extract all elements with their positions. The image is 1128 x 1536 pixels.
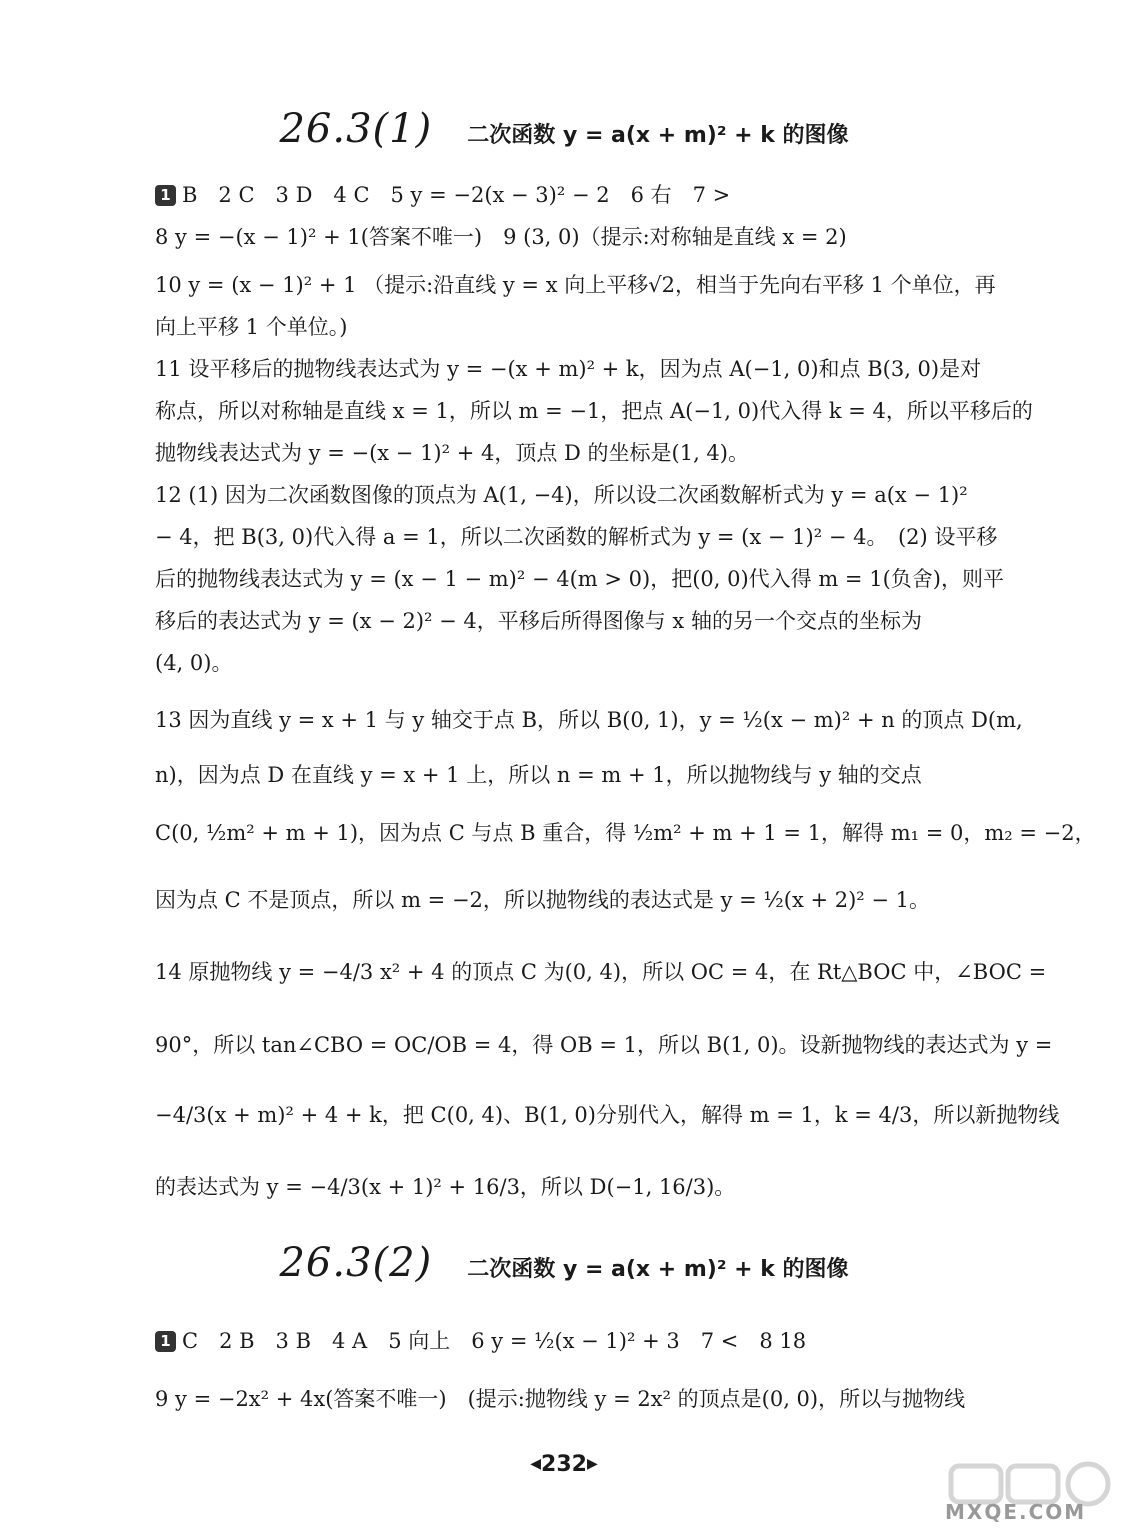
section-heading-2 — [0, 1240, 1128, 1286]
answer-line: 90°，所以 tan∠CBO = OC/OB = 4，得 OB = 1，所以 B(1, 0)。设新抛物线的表达式为 y = — [155, 1033, 1053, 1057]
answer-line: 10 y = (x − 1)² + 1 （提示:沿直线 y = x 向上平移√2，相当于先向右平移 1 个单位，再 — [155, 273, 996, 297]
left-triangle-icon: ◀ — [530, 1456, 542, 1472]
answer-text: B 2 C 3 D 4 C 5 y = −2(x − 3)² − 2 6 右 7 > — [182, 183, 731, 207]
answer-line: − 4，把 B(3, 0)代入得 a = 1，所以二次函数的解析式为 y = (x − 1)² − 4。 (2) 设平移 — [155, 525, 998, 549]
answer-line: 14 原抛物线 y = −4/3 x² + 4 的顶点 C 为(0, 4)，所以 OC = 4，在 Rt△BOC 中，∠BOC = — [155, 960, 1047, 984]
answer-line: n)，因为点 D 在直线 y = x + 1 上，所以 n = m + 1，所以抛物线与 y 轴的交点 — [155, 763, 922, 787]
answer-line: 移后的表达式为 y = (x − 2)² − 4，平移后所得图像与 x 轴的另一个交点的坐标为 — [155, 609, 922, 633]
answer-line: 13 因为直线 y = x + 1 与 y 轴交于点 B，所以 B(0, 1)，y = ½(x − m)² + n 的顶点 D(m, — [155, 708, 1023, 732]
answer-line: 的表达式为 y = −4/3(x + 1)² + 16/3，所以 D(−1, 16/3)。 — [155, 1175, 736, 1199]
right-triangle-icon: ▶ — [586, 1456, 598, 1472]
section-title-1: 二次函数 y = a(x + m)² + k 的图像 — [467, 123, 849, 148]
section-number-1: 26.3(1) — [279, 106, 433, 152]
question-badge-1: 1 — [155, 185, 176, 206]
answer-line: 称点，所以对称轴是直线 x = 1，所以 m = −1，把点 A(−1, 0)代入得 k = 4，所以平移后的 — [155, 399, 1033, 423]
answer-line: C(0, ½m² + m + 1)，因为点 C 与点 B 重合，得 ½m² + m + 1 = 1，解得 m₁ = 0，m₂ = −2， — [155, 821, 1096, 845]
watermark-text: MXQE.COM — [945, 1500, 1087, 1524]
answer-line: 8 y = −(x − 1)² + 1(答案不唯一) 9 (3, 0)（提示:对称轴是直线 x = 2) — [155, 225, 847, 249]
section-heading-1 — [0, 106, 1128, 152]
section-title-2: 二次函数 y = a(x + m)² + k 的图像 — [467, 1257, 849, 1282]
answer-line: (4, 0)。 — [155, 651, 233, 675]
answer-line: −4/3(x + m)² + 4 + k，把 C(0, 4)、B(1, 0)分别代入，解得 m = 1，k = 4/3，所以新抛物线 — [155, 1103, 1060, 1127]
page-number: ◀232▶ — [530, 1452, 598, 1477]
answer-line: 抛物线表达式为 y = −(x − 1)² + 4，顶点 D 的坐标是(1, 4)。 — [155, 441, 749, 465]
answer-line: 12 (1) 因为二次函数图像的顶点为 A(1, −4)，所以设二次函数解析式为 y = a(x − 1)² — [155, 483, 968, 507]
answer-line: 后的抛物线表达式为 y = (x − 1 − m)² − 4(m > 0)，把(0, 0)代入得 m = 1(负舍)，则平 — [155, 567, 1004, 591]
answer-line: 9 y = −2x² + 4x(答案不唯一) (提示:抛物线 y = 2x² 的顶点是(0, 0)，所以与抛物线 — [155, 1387, 966, 1411]
answer-line — [155, 180, 730, 210]
answer-line: 因为点 C 不是顶点，所以 m = −2，所以抛物线的表达式是 y = ½(x + 2)² − 1。 — [155, 888, 931, 912]
question-badge-1: 1 — [155, 1331, 176, 1352]
answer-text: C 2 B 3 B 4 A 5 向上 6 y = ½(x − 1)² + 3 7 < 8 18 — [182, 1329, 807, 1353]
answer-line: 向上平移 1 个单位。) — [155, 315, 348, 339]
answer-line — [155, 1326, 806, 1356]
section-number-2: 26.3(2) — [279, 1240, 433, 1286]
answer-line: 11 设平移后的抛物线表达式为 y = −(x + m)² + k，因为点 A(−1, 0)和点 B(3, 0)是对 — [155, 357, 982, 381]
